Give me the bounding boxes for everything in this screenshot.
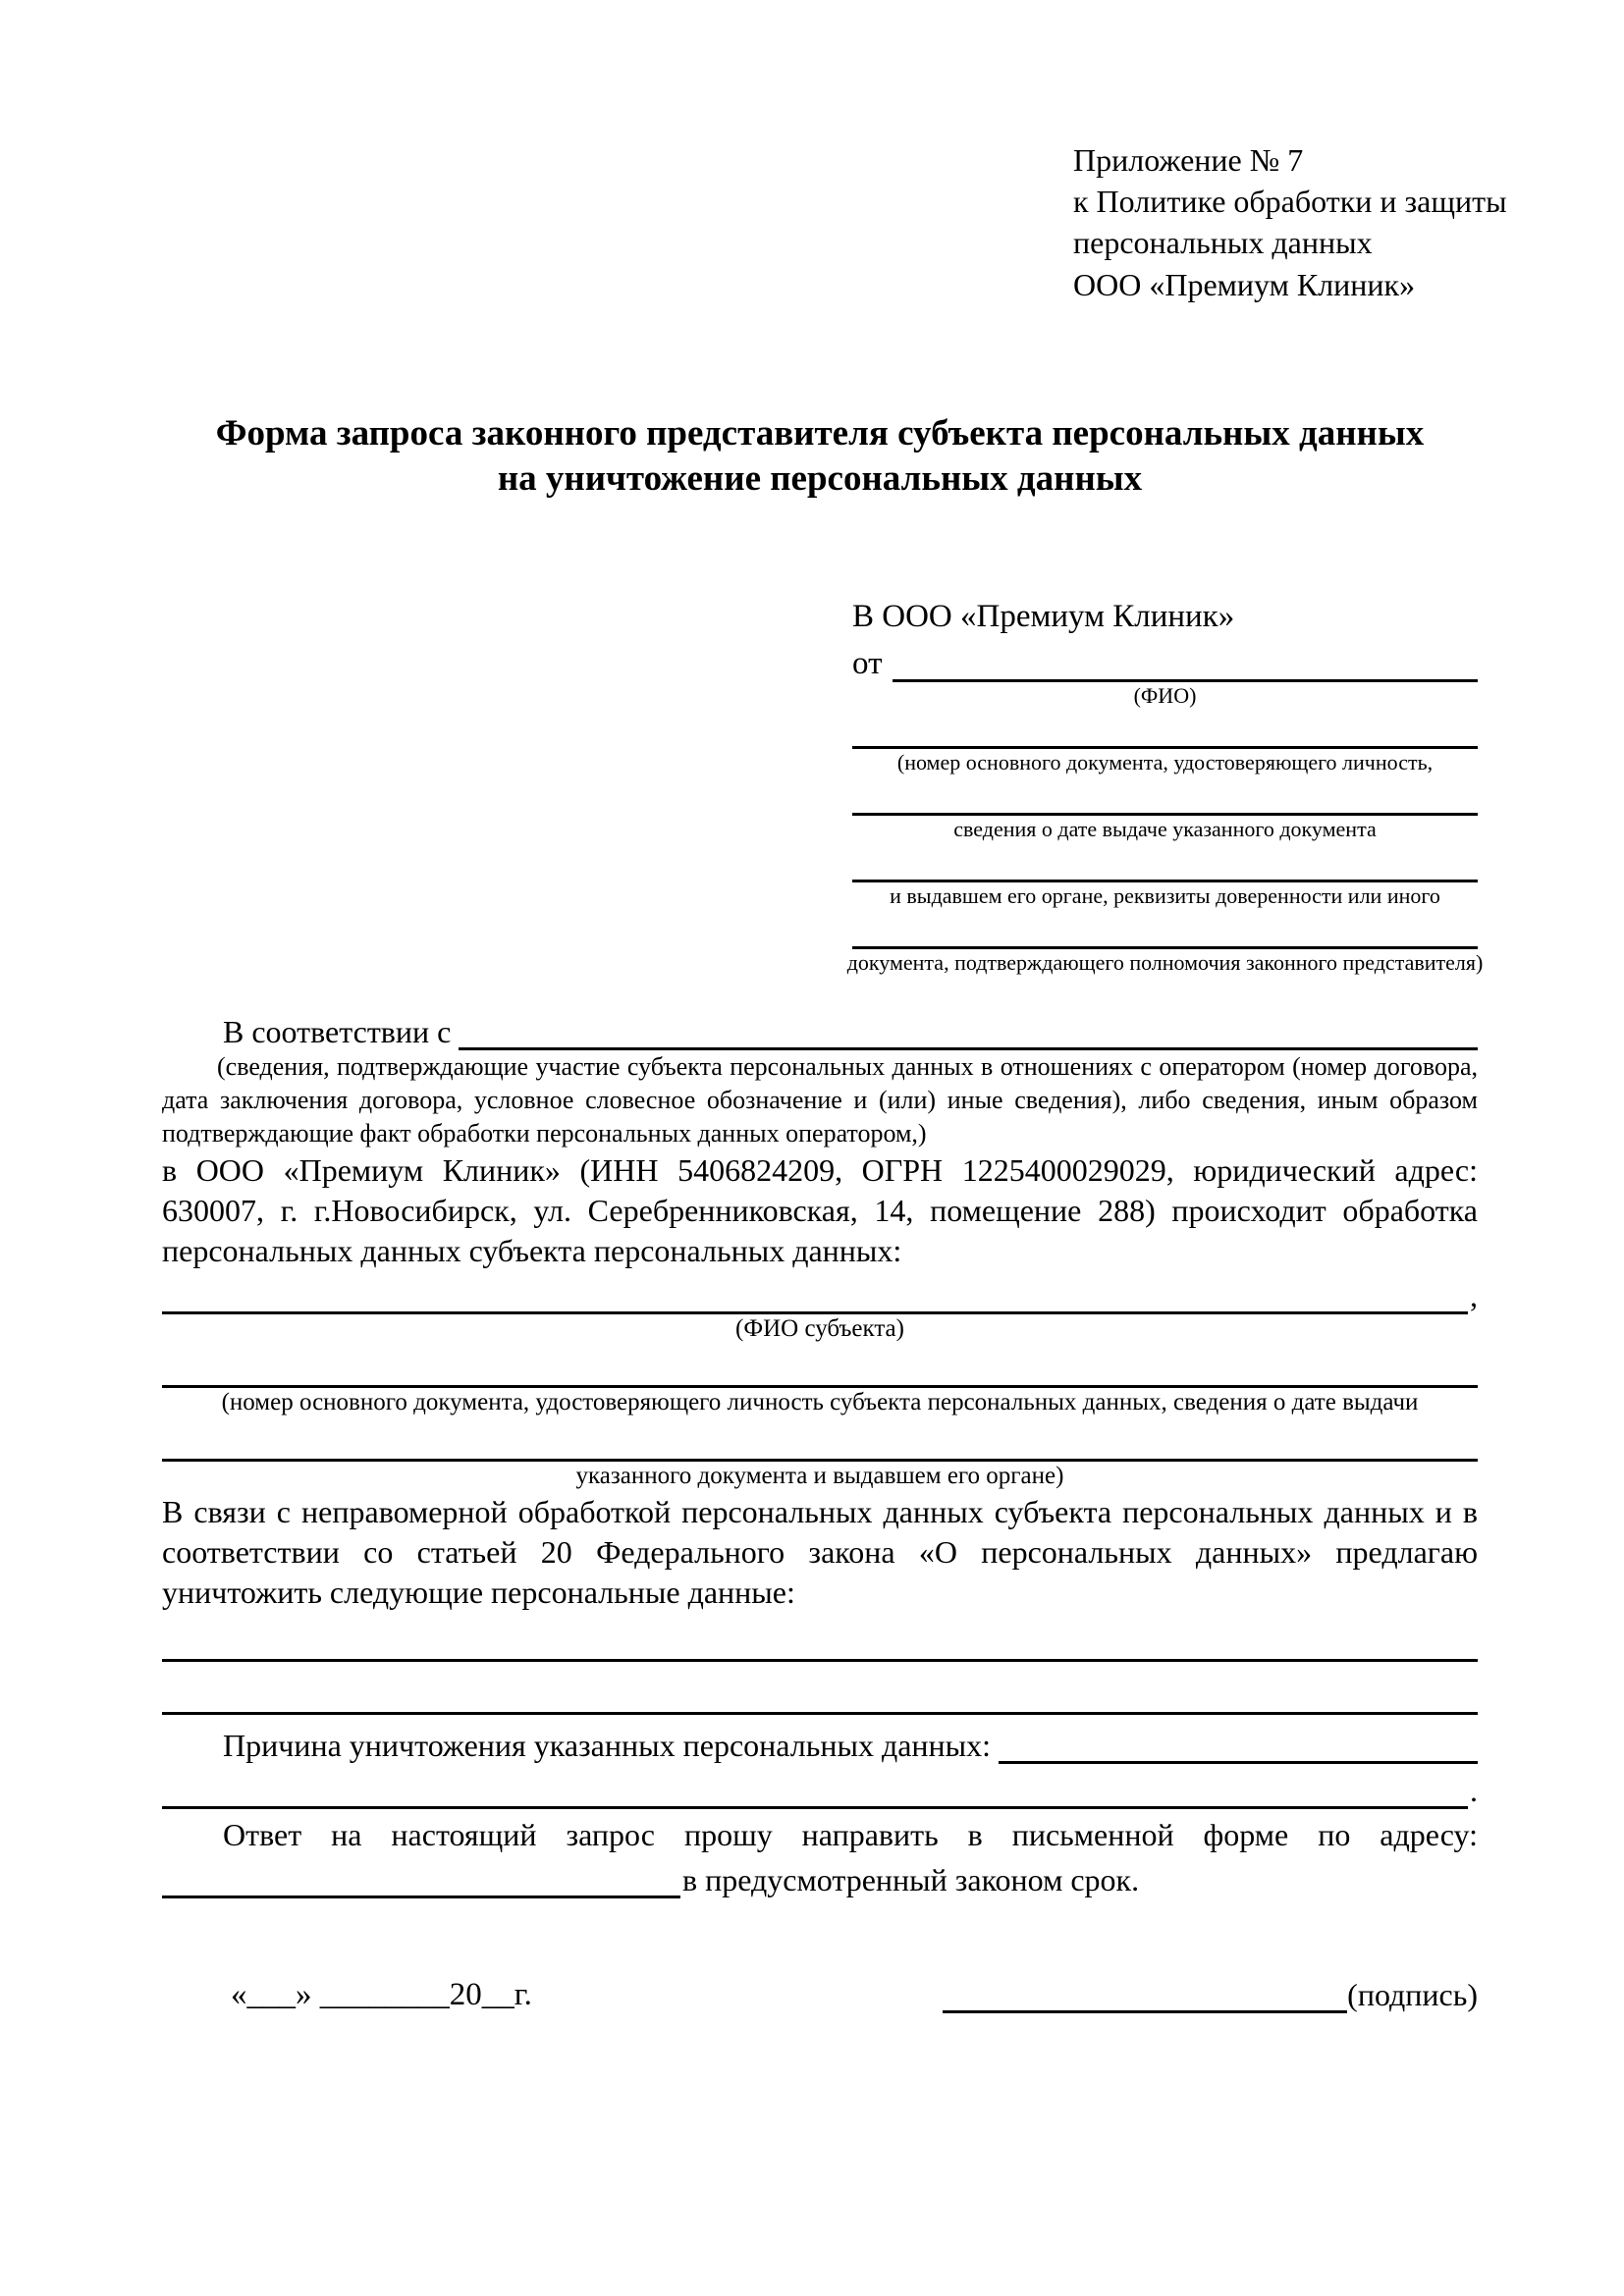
subject-doc-field-row-1 [162, 1345, 1478, 1388]
response-address-field[interactable] [162, 1896, 680, 1898]
accordance-note: (сведения, подтверждающие участие субъекта персональных данных в отношениях с оператором (номер договора, дата заключения договора, условное словесное обозначение и (или) иные сведения), либо сведения, иным образом подтверждающие факт обработки персональных данных оператором,) [162, 1052, 1478, 1148]
comma-after-fio-line: , [1470, 1278, 1478, 1314]
subject-doc-caption-2: указанного документа и выдавшем его органе) [575, 1463, 1064, 1490]
response-address-row [162, 1855, 1478, 1898]
operator-paragraph: в ООО «Премиум Клиник» (ИНН 5406824209, ОГРН 1225400029029, юридический адрес: 630007, г. г.Новосибирск, ул. Серебренниковская, 14, помещение 288) происходит обработка персональных данных субъекта персональных данных: [162, 1152, 1478, 1269]
doc-caption-1: (номер основного документа, удостоверяющего личность, [896, 750, 1434, 775]
reason-row [162, 1715, 1478, 1764]
doc-caption-3: и выдавшем его органе, реквизиты доверенности или иного [890, 883, 1440, 909]
document-title [162, 411, 1478, 503]
fio-caption: (ФИО) [1133, 683, 1197, 709]
doc-caption-2: сведения о дате выдаче указанного документа [953, 817, 1377, 842]
response-request-line: Ответ на настоящий запрос прошу направить в письменной форме по адресу: [223, 1816, 1478, 1852]
appendix-line-1: Приложение № 7 [1073, 142, 1304, 178]
reason-field[interactable] [999, 1761, 1478, 1764]
from-row [852, 637, 1478, 682]
footer-row [162, 1971, 1478, 2013]
subject-fio-field-row [162, 1271, 1478, 1314]
data-to-destroy-field-1[interactable] [162, 1613, 1478, 1662]
accordance-row [162, 1005, 1478, 1050]
reason-label: Причина уничтожения указанных персональных данных: [223, 1727, 992, 1763]
representative-doc-field-1[interactable] [852, 711, 1478, 749]
appendix-line-2: к Политике обработки и защиты [1073, 184, 1507, 220]
subject-doc-caption-row-2 [162, 1462, 1478, 1492]
period-after-reason-line: . [1470, 1772, 1478, 1808]
subject-doc-caption-1: (номер основного документа, удостоверяющего личность субъекта персональных данных, сведения о дате выдачи [221, 1389, 1419, 1416]
appendix-block [1073, 139, 1507, 305]
signature-field[interactable] [943, 1971, 1347, 2013]
data-to-destroy-field-2[interactable] [162, 1662, 1478, 1715]
from-label: от [852, 646, 883, 682]
subject-fio-caption: (ФИО субъекта) [735, 1315, 904, 1343]
appendix-line-4: ООО «Премиум Клиник» [1073, 266, 1416, 302]
subject-doc-caption-row-1 [162, 1388, 1478, 1418]
addressee-to-line: В ООО «Премиум Клиник» [852, 599, 1235, 635]
reason-field-continuation[interactable] [162, 1806, 1468, 1809]
representative-doc-field-4[interactable] [852, 911, 1478, 949]
doc-caption-4: документа, подтверждающего полномочия законного представителя) [846, 950, 1484, 976]
title-line-1: Форма запроса законного представителя субъекта персональных данных [215, 412, 1425, 454]
reason-continuation-row [162, 1764, 1478, 1809]
addressee-block [846, 598, 1484, 978]
appendix-line-3: персональных данных [1073, 225, 1373, 261]
signature-caption: (подпись) [1347, 1976, 1478, 2012]
title-line-2: на уничтожение персональных данных [497, 458, 1143, 500]
fio-caption-row [852, 682, 1478, 711]
response-suffix: в предусмотренный законом срок. [682, 1861, 1140, 1897]
doc-caption-row-3 [852, 882, 1478, 911]
doc-caption-row-1 [852, 749, 1478, 777]
doc-caption-row-2 [852, 816, 1478, 844]
representative-doc-field-2[interactable] [852, 777, 1478, 816]
date-blank-line[interactable]: «___» ________20__г. [231, 1976, 532, 2012]
subject-fio-caption-row [162, 1314, 1478, 1345]
subject-doc-field-row-2 [162, 1418, 1478, 1462]
accordance-label: В соответствии с [223, 1014, 452, 1050]
representative-doc-field-3[interactable] [852, 844, 1478, 882]
doc-caption-row-4 [846, 949, 1484, 978]
demand-paragraph: В связи с неправомерной обработкой персональных данных субъекта персональных данных и в соответствии со статьей 20 Федерального закона «О персональных данных» предлагаю уничтожить следующие персональные данные: [162, 1494, 1478, 1610]
